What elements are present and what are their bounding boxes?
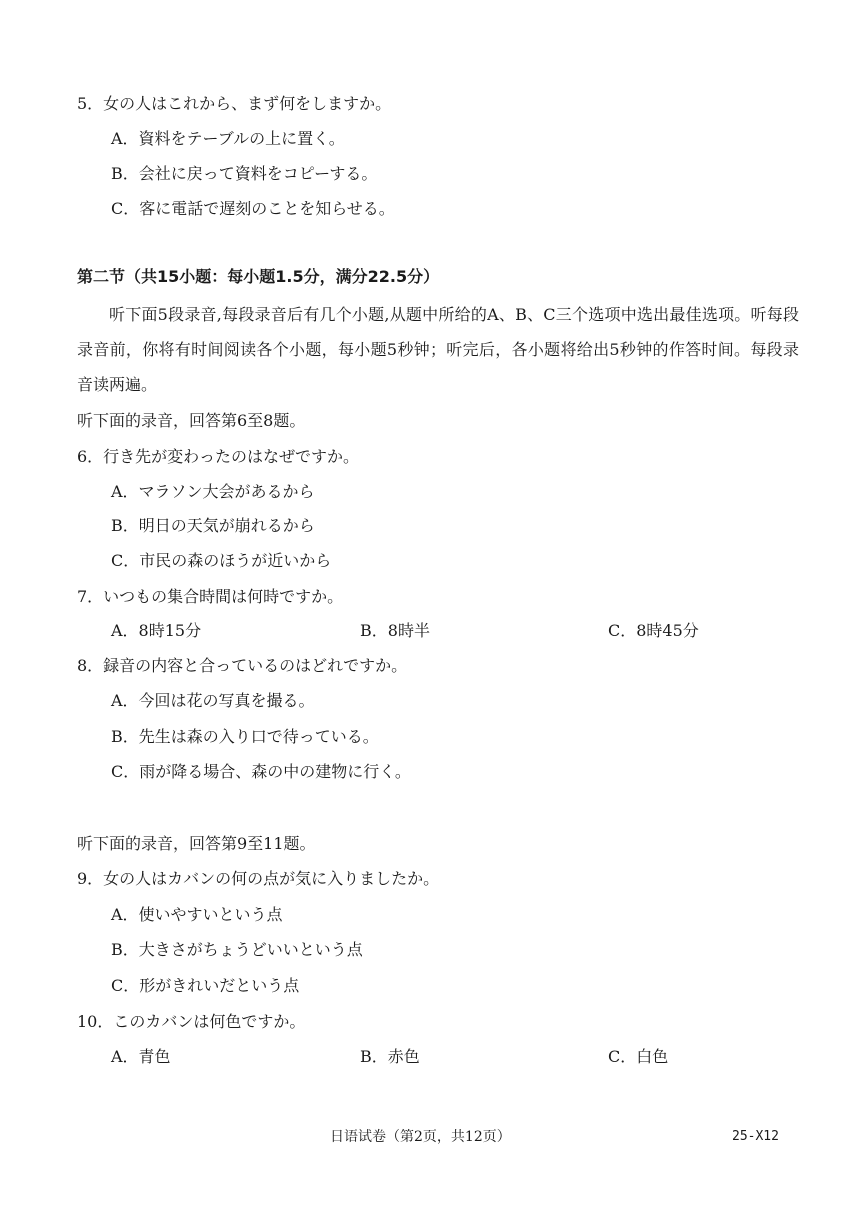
question-10-option-a: A．青色 <box>111 1047 171 1066</box>
question-5-stem: 5．女の人はこれから、まず何をしますか。 <box>77 94 392 113</box>
page-footer-label: 日语试卷（第2页，共12页） <box>330 1129 511 1145</box>
question-7-option-a: A．8時15分 <box>111 621 202 640</box>
question-5-option-b: B．会社に戻って資料をコピーする。 <box>111 164 378 183</box>
question-7-option-b: B．8時半 <box>360 621 430 640</box>
question-6-option-b: B．明日の天気が崩れるから <box>111 516 315 535</box>
question-5-option-a: A．資料をテーブルの上に置く。 <box>111 129 345 148</box>
question-10-option-b: B．赤色 <box>360 1047 420 1066</box>
question-6-stem: 6．行き先が変わったのはなぜですか。 <box>77 447 360 466</box>
question-6-option-c: C．市民の森のほうが近いから <box>111 551 332 570</box>
question-8-option-a: A．今回は花の写真を撮る。 <box>111 691 315 710</box>
section-instructions: 听下面5段录音,每段录音后有几个小题,从题中所给的A、B、C三个选项中选出最佳选项。听每段录音前，你将有时间阅读各个小题，每小题5秒钟；听完后，各小题将给出5秒钟的作答时间。每段录音读两遍。 <box>77 305 799 394</box>
question-8-stem: 8．録音の内容と合っているのはどれですか。 <box>77 656 408 675</box>
question-9-option-c: C．形がきれいだという点 <box>111 976 300 995</box>
question-9-stem: 9．女の人はカバンの何の点が気に入りましたか。 <box>77 869 440 888</box>
question-5-option-c: C．客に電話で遅刻のことを知らせる。 <box>111 199 395 218</box>
question-8-option-b: B．先生は森の入り口で待っている。 <box>111 727 379 746</box>
question-9-option-a: A．使いやすいという点 <box>111 905 283 924</box>
listening-note-6-8: 听下面的录音，回答第6至8题。 <box>77 411 306 430</box>
question-7-stem: 7．いつもの集合時間は何時ですか。 <box>77 587 344 606</box>
question-9-option-b: B．大きさがちょうどいいという点 <box>111 940 363 959</box>
question-6-option-a: A．マラソン大会があるから <box>111 482 315 501</box>
question-10-option-c: C．白色 <box>608 1047 669 1066</box>
question-8-option-c: C．雨が降る場合、森の中の建物に行く。 <box>111 762 411 781</box>
listening-note-9-11: 听下面的录音，回答第9至11题。 <box>77 834 316 853</box>
section-title: 第二节（共15小题：每小题1.5分，满分22.5分） <box>77 267 440 286</box>
question-10-stem: 10．このカバンは何色ですか。 <box>77 1012 306 1031</box>
question-7-option-c: C．8時45分 <box>608 621 699 640</box>
exam-code: 25-X12 <box>732 1129 779 1144</box>
